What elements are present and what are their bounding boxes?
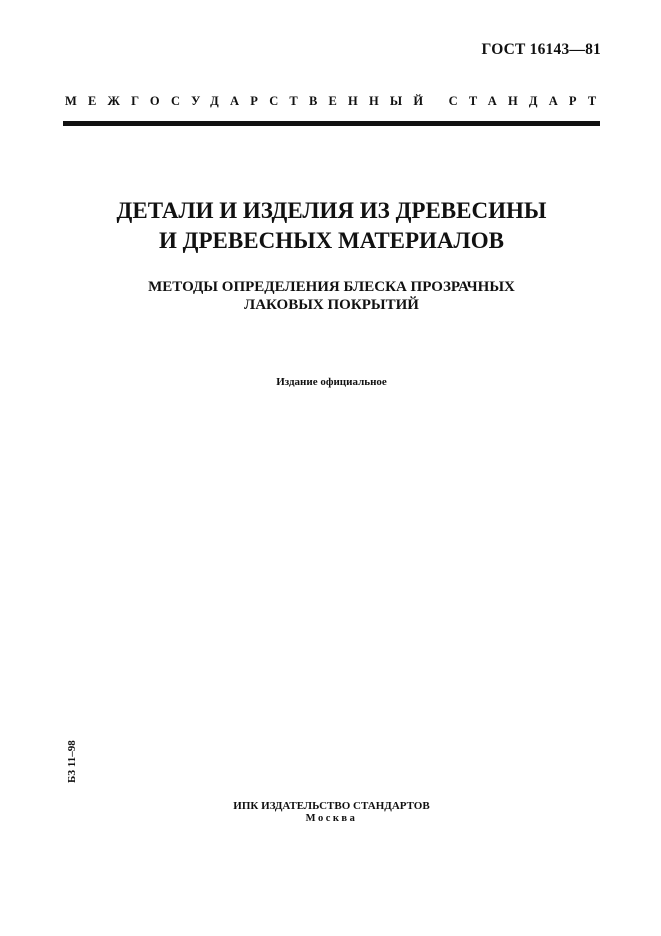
title-line-2: И ДРЕВЕСНЫХ МАТЕРИАЛОВ xyxy=(159,228,504,253)
gost-number: ГОСТ 16143—81 xyxy=(481,41,601,58)
subtitle-line-2: ЛАКОВЫХ ПОКРЫТИЙ xyxy=(244,297,419,313)
header-divider xyxy=(63,121,600,126)
document-subtitle xyxy=(63,278,600,314)
catalog-code: БЗ 11–98 xyxy=(66,740,78,783)
document-title xyxy=(63,196,600,256)
edition-note: Издание официальное xyxy=(276,376,387,388)
publisher: ИПК ИЗДАТЕЛЬСТВО СТАНДАРТОВ xyxy=(233,800,430,812)
publisher-city: Москва xyxy=(305,813,358,824)
standard-type-heading: МЕЖГОСУДАРСТВЕННЫЙ СТАНДАРТ xyxy=(65,94,608,108)
title-line-1: ДЕТАЛИ И ИЗДЕЛИЯ ИЗ ДРЕВЕСИНЫ xyxy=(116,198,547,223)
subtitle-line-1: МЕТОДЫ ОПРЕДЕЛЕНИЯ БЛЕСКА ПРОЗРАЧНЫХ xyxy=(148,279,515,295)
